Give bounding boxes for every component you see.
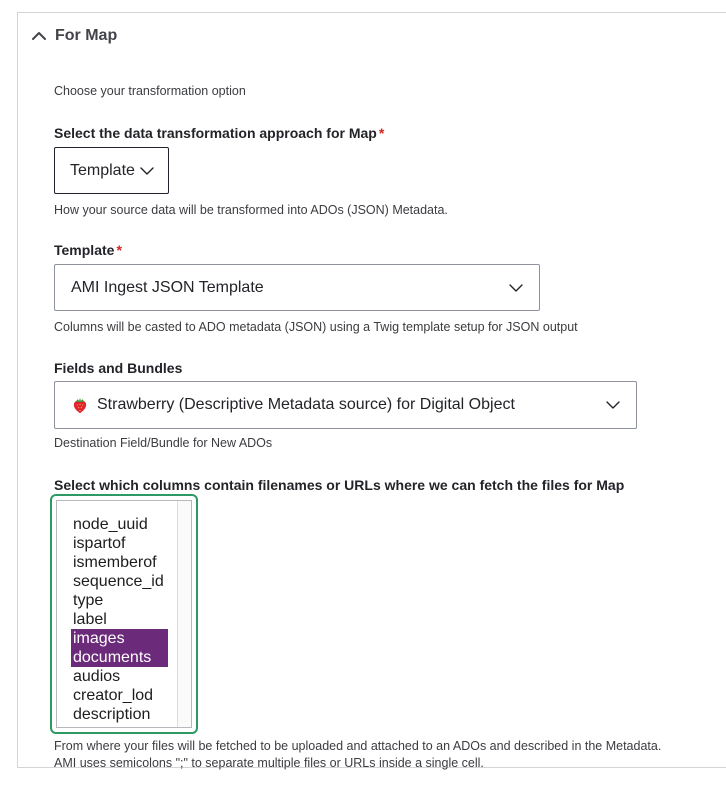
template-description: Columns will be casted to ADO metadata (JSON) using a Twig template setup for JSON output (54, 320, 578, 334)
columns-description-line1: From where your files will be fetched to be uploaded and attached to an ADOs and described in the Metadata. (54, 739, 662, 753)
listbox-option[interactable]: ispartof (73, 535, 126, 552)
fields-description: Destination Field/Bundle for New ADOs (54, 436, 273, 450)
listbox-option[interactable]: description (73, 706, 151, 723)
section-title: For Map (55, 27, 118, 44)
listbox-option[interactable]: documents (71, 648, 168, 667)
listbox-option[interactable]: type (73, 592, 104, 609)
listbox-option[interactable]: images (71, 629, 168, 648)
listbox-scrollbar[interactable] (177, 501, 191, 727)
section-intro: Choose your transformation option (54, 84, 246, 98)
fields-select-value: Strawberry (Descriptive Metadata source) for Digital Object (97, 396, 515, 413)
template-select-value: AMI Ingest JSON Template (71, 278, 264, 296)
listbox-option[interactable]: ismemberof (73, 554, 157, 571)
template-select[interactable] (54, 264, 540, 311)
required-mark: * (116, 242, 122, 258)
listbox-option[interactable]: node_uuid (73, 516, 148, 533)
approach-label-text: Select the data transformation approach for Map (54, 125, 377, 141)
template-label-text: Template (54, 242, 115, 258)
approach-label (54, 125, 384, 141)
columns-options (71, 515, 168, 724)
fields-select[interactable] (54, 381, 637, 429)
chevron-down-icon (140, 167, 154, 175)
template-label (54, 242, 122, 258)
columns-label: Select which columns contain filenames or URLs where we can fetch the files for Map (54, 477, 625, 493)
chevron-down-icon (606, 401, 620, 409)
chevron-down-icon (509, 284, 523, 292)
approach-description: How your source data will be transformed into ADOs (JSON) Metadata. (54, 203, 448, 217)
chevron-up-icon (31, 28, 47, 44)
columns-focus-ring (50, 494, 198, 734)
approach-select-value: Template (70, 161, 135, 179)
required-mark: * (378, 125, 385, 141)
section-toggle[interactable] (31, 27, 117, 45)
strawberry-icon (71, 396, 89, 414)
columns-listbox[interactable] (56, 500, 192, 728)
fields-label: Fields and Bundles (54, 360, 183, 376)
listbox-option[interactable]: audios (73, 668, 121, 685)
approach-select[interactable] (54, 147, 169, 194)
columns-description (54, 738, 661, 772)
listbox-option[interactable]: label (73, 611, 107, 628)
columns-description-line2: AMI uses semicolons ";" to separate multiple files or URLs inside a single cell. (54, 756, 484, 770)
listbox-option[interactable]: sequence_id (73, 573, 164, 590)
listbox-option[interactable]: creator_lod (73, 687, 154, 704)
